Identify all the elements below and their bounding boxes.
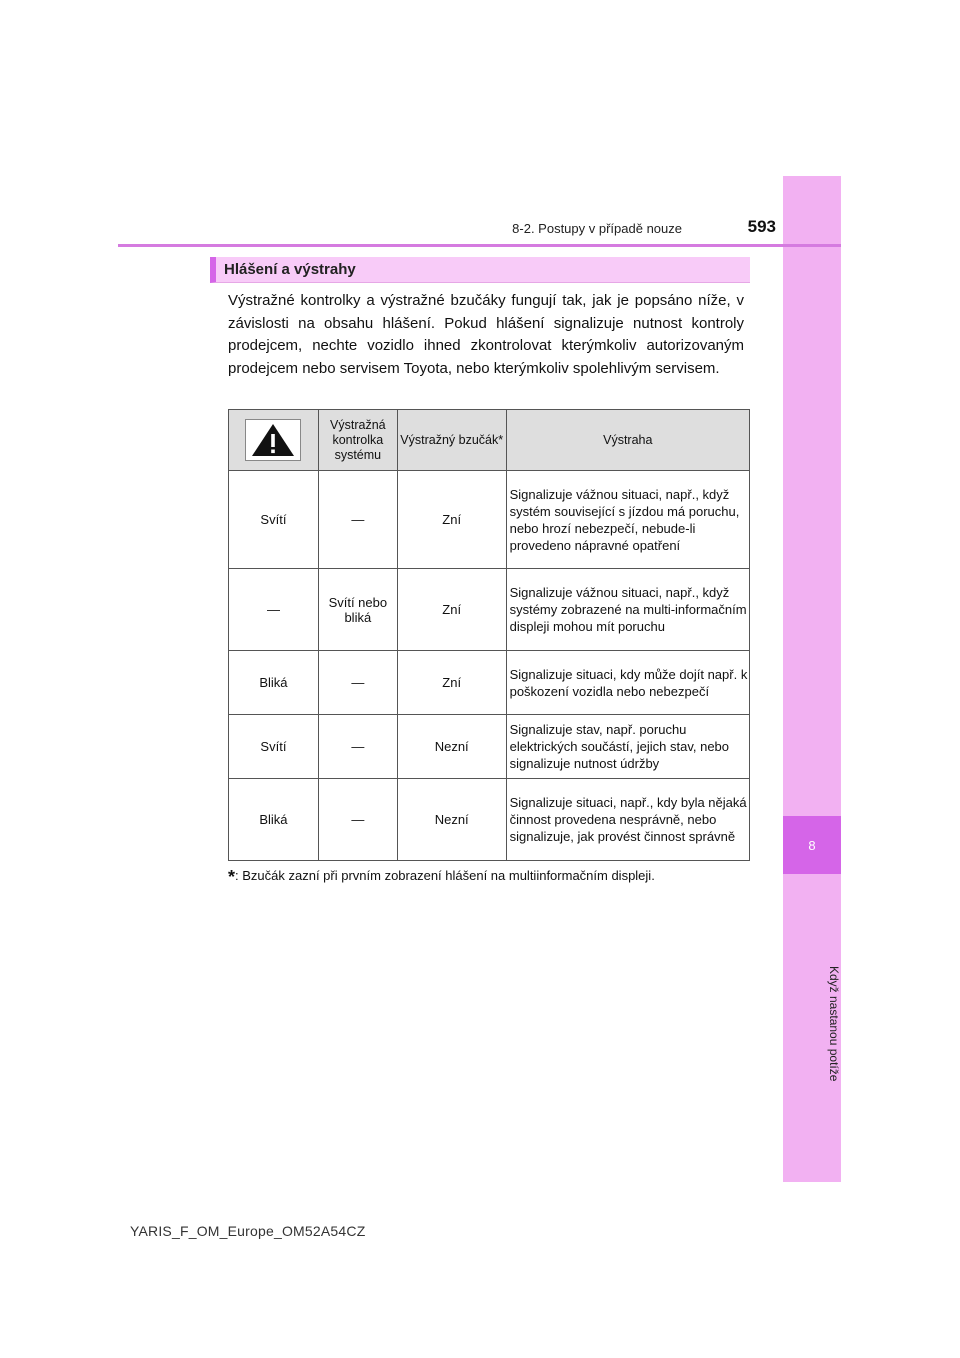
header-system-light: Výstražná kontrolka systému [318, 410, 397, 471]
cell-system-light: — [318, 715, 397, 779]
section-heading: Hlášení a výstrahy [210, 257, 750, 283]
footnote-text: : Bzučák zazní při prvním zobrazení hlášení na multiinformačním displeji. [235, 868, 655, 883]
warning-triangle-icon [245, 419, 301, 461]
cell-buzzer: Nezní [397, 715, 506, 779]
chapter-number: 8 [783, 816, 841, 874]
cell-warning-desc: Signalizuje stav, např. poruchu elektrických součástí, jejich stav, nebo signalizuje nutnost údržby [506, 715, 749, 779]
warning-table [228, 409, 750, 861]
document-id: YARIS_F_OM_Europe_OM52A54CZ [130, 1223, 366, 1239]
table-row [229, 715, 750, 779]
header-warning: Výstraha [506, 410, 749, 471]
page-number: 593 [747, 217, 776, 236]
chapter-side-tab [783, 176, 841, 1182]
intro-paragraph: Výstražné kontrolky a výstražné bzučáky fungují tak, jak je popsáno níže, v závislosti na obsahu hlášení. Pokud hlášení signalizuje nutnost kontroly prodejcem, nechte vozidlo ihned zkontrolovat kterýmkoliv autorizovaným prodejcem nebo servisem Toyota, nebo kterýmkoliv spolehlivým servisem. [228, 292, 744, 377]
cell-buzzer: Zní [397, 569, 506, 651]
cell-general-light: Bliká [229, 651, 319, 715]
table-row [229, 569, 750, 651]
cell-general-light: Svítí [229, 471, 319, 569]
cell-warning-desc: Signalizuje vážnou situaci, např., když systém související s jízdou má poruchu, nebo hrozí nebezpečí, nebude-li provedeno nápravné opatření [506, 471, 749, 569]
cell-buzzer: Zní [397, 471, 506, 569]
cell-warning-desc: Signalizuje vážnou situaci, např., když systémy zobrazené na multi-informačním displeji mohou mít poruchu [506, 569, 749, 651]
table-row [229, 651, 750, 715]
footnote-marker: * [228, 867, 236, 887]
header-buzzer: Výstražný bzučák* [397, 410, 506, 471]
cell-system-light: Svítí nebo bliká [318, 569, 397, 651]
header-icon-cell [229, 410, 319, 471]
header-divider [118, 244, 841, 247]
chapter-title: Když nastanou potíže [827, 966, 841, 1082]
header-section-title: 8-2. Postupy v případě nouze [512, 221, 682, 236]
cell-system-light: — [318, 779, 397, 861]
cell-buzzer: Zní [397, 651, 506, 715]
cell-warning-desc: Signalizuje situaci, kdy může dojít např. k poškození vozidla nebo nebezpečí [506, 651, 749, 715]
table-row [229, 779, 750, 861]
cell-system-light: — [318, 471, 397, 569]
cell-buzzer: Nezní [397, 779, 506, 861]
cell-general-light: Svítí [229, 715, 319, 779]
cell-warning-desc: Signalizuje situaci, např., kdy byla nějaká činnost provedena nesprávně, nebo signalizuje, jak provést činnost správně [506, 779, 749, 861]
table-row [229, 471, 750, 569]
footnote [228, 867, 768, 888]
cell-system-light: — [318, 651, 397, 715]
cell-general-light: Bliká [229, 779, 319, 861]
table-header-row [229, 410, 750, 471]
cell-general-light: — [229, 569, 319, 651]
